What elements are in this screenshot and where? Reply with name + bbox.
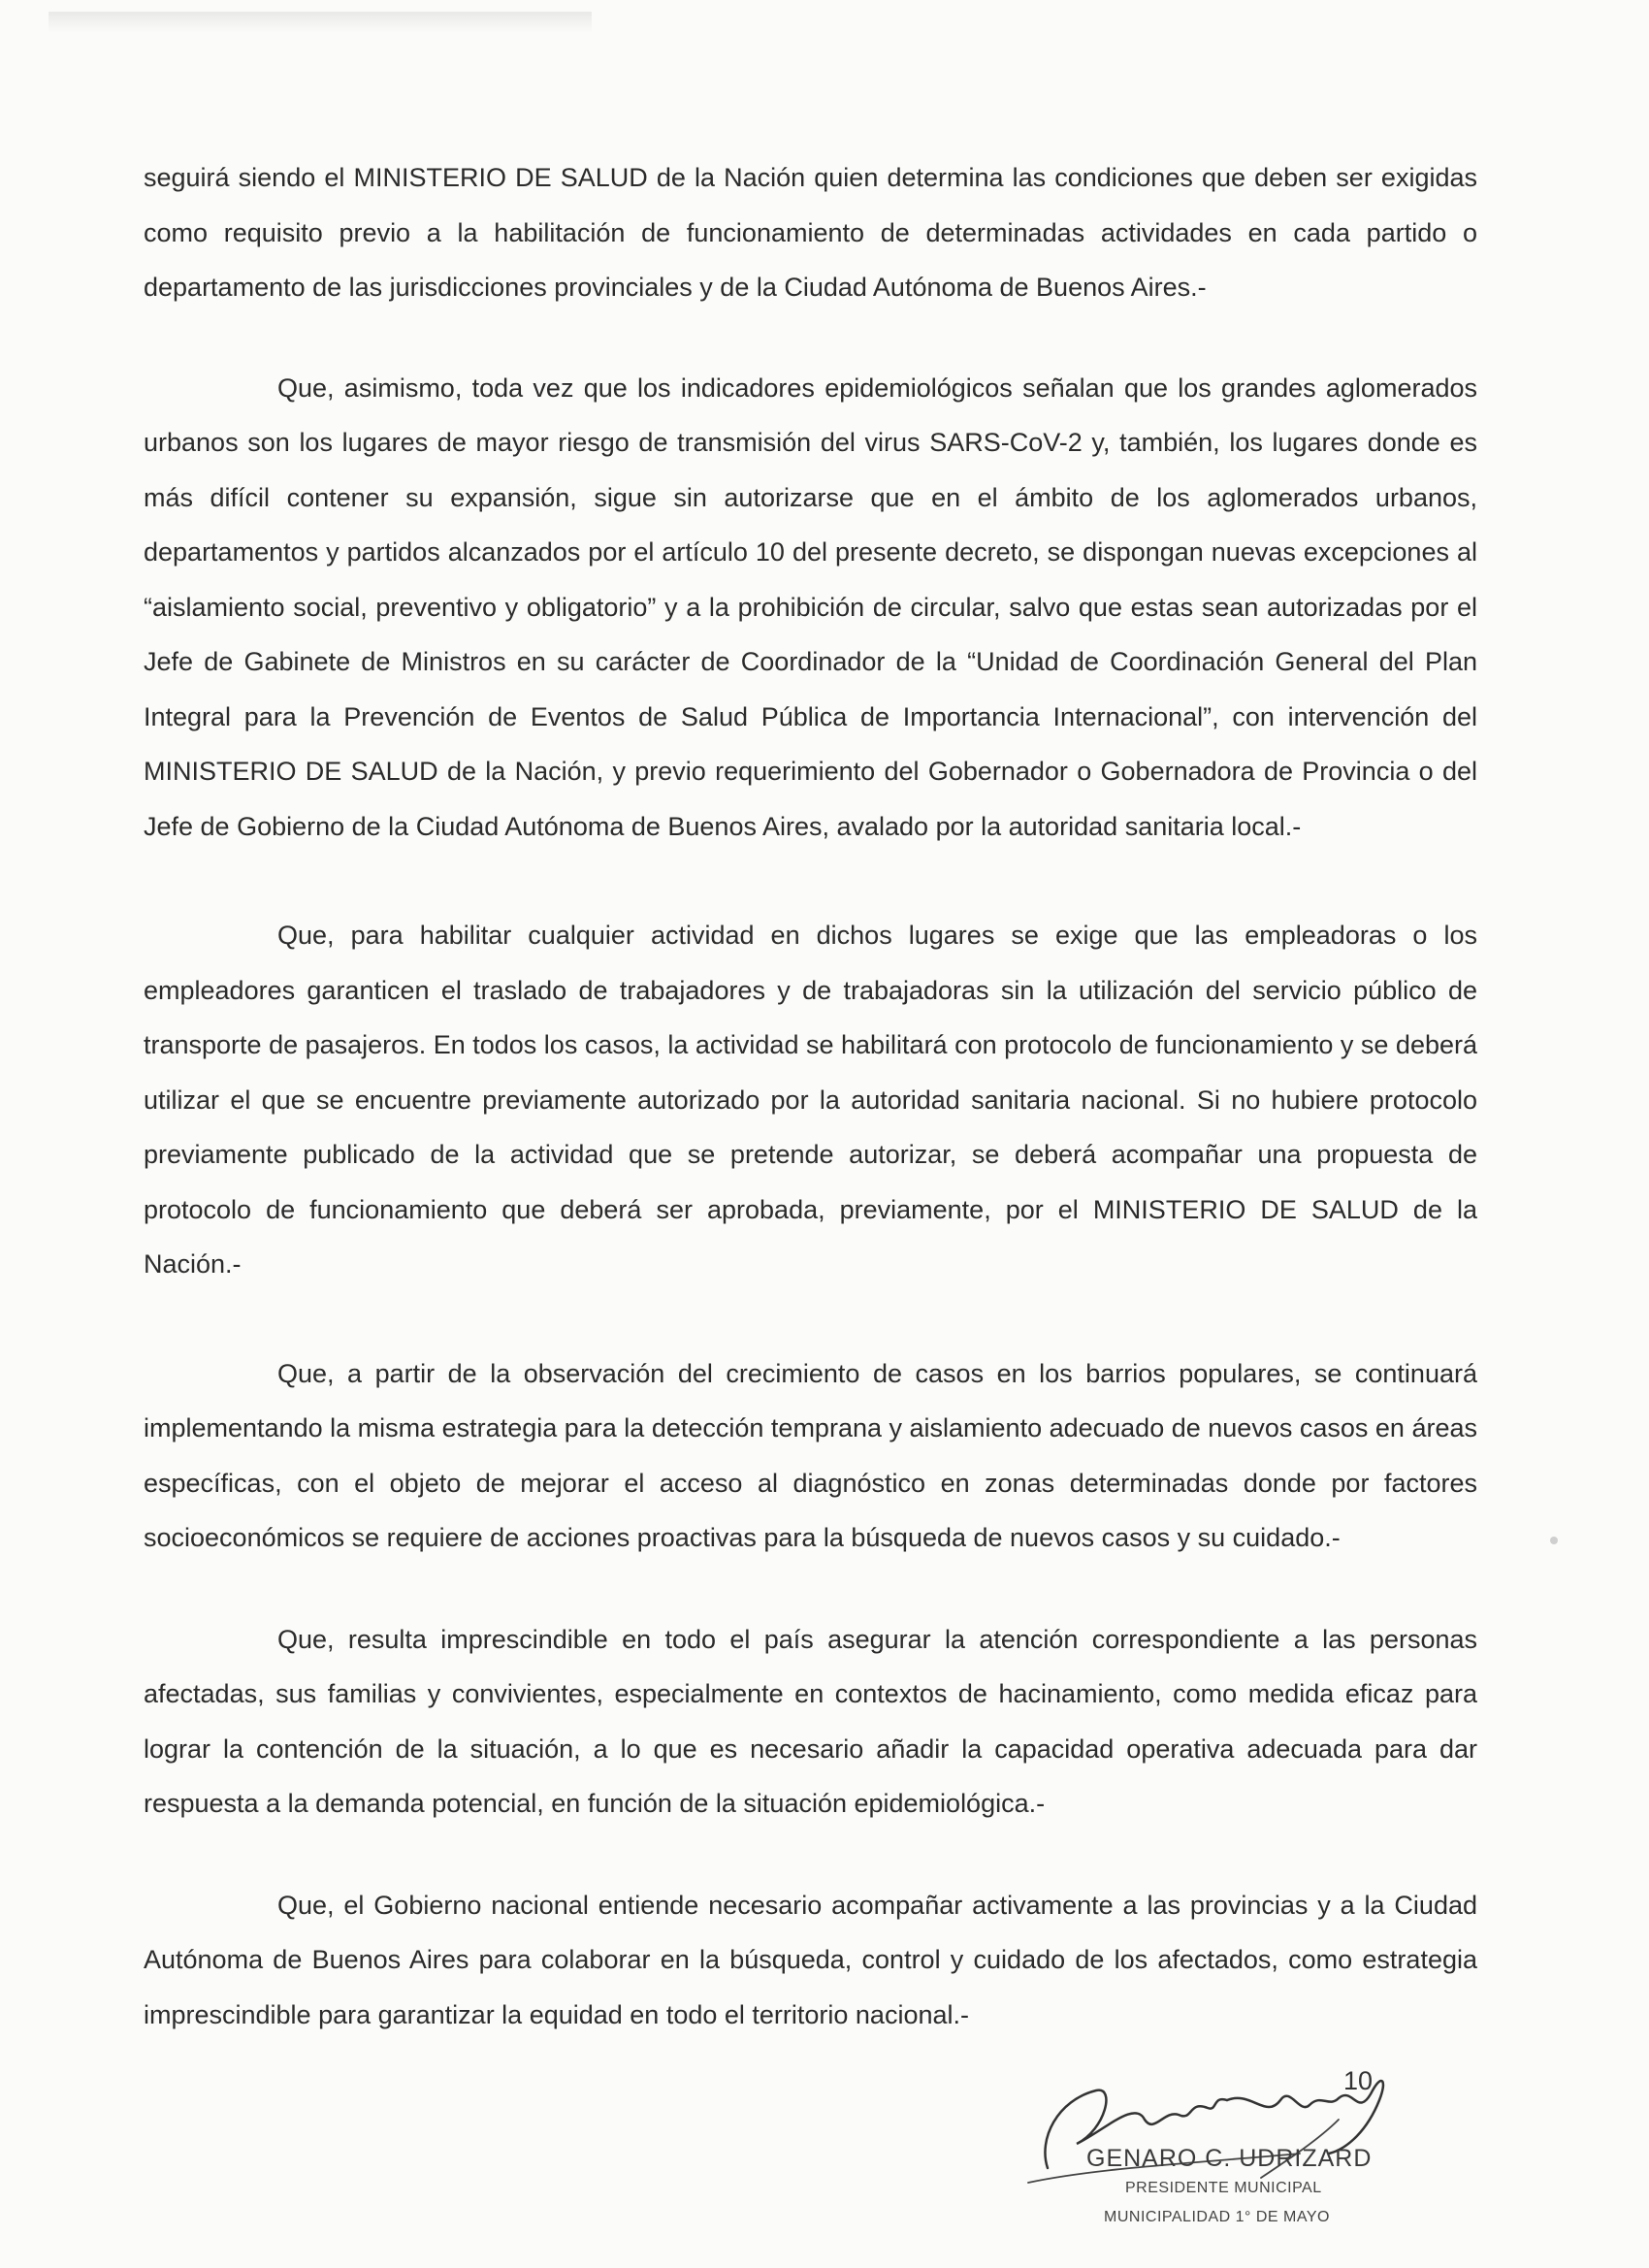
scan-top-edge (48, 12, 592, 33)
paragraph-2: Que, asimismo, toda vez que los indicadores epidemiológicos señalan que los grandes aglomerados urbanos son los lugares de mayor riesgo de transmisión del virus SARS-CoV-2 y, también, los lugares donde es más difícil contener su expansión, sigue sin autorizarse que en el ámbito de los aglomerados urbanos, departamentos y partidos alcanzados por el artículo 10 del presente decreto, se dispongan nuevas excepciones al “aislamiento social, preventivo y obligatorio” y a la prohibición de circular, salvo que estas sean autorizadas por el Jefe de Gabinete de Ministros en su carácter de Coordinador de la “Unidad de Coordinación General del Plan Integral para la Prevención de Eventos de Salud Pública de Importancia Internacional”, con intervención del MINISTERIO DE SALUD de la Nación, y previo requerimiento del Gobernador o Gobernadora de Provincia o del Jefe de Gobierno de la Ciudad Autónoma de Buenos Aires, avalado por la autoridad sanitaria local.- (144, 373, 1477, 841)
paragraph-1: seguirá siendo el MINISTERIO DE SALUD de la Nación quien determina las condiciones que deben ser exigidas como requisito previo a la habilitación de funcionamiento de determinadas actividades en cada partido o departamento de las jurisdicciones provinciales y de la Ciudad Autónoma de Buenos Aires.- (144, 163, 1477, 302)
paragraph-5: Que, resulta imprescindible en todo el país asegurar la atención correspondiente a las personas afectadas, sus familias y convivientes, especialmente en contextos de hacinamiento, como medida eficaz para lograr la contención de la situación, a lo que es necesario añadir la capacidad operativa adecuada para dar respuesta a la demanda potencial, en función de la situación epidemiológica.- (144, 1624, 1477, 1818)
stamp-name: GENARO C. UDRIZARD (1086, 2145, 1373, 2172)
document-body (144, 150, 1477, 2042)
paragraph-6: Que, el Gobierno nacional entiende necesario acompañar activamente a las provincias y a la Ciudad Autónoma de Buenos Aires para colaborar en la búsqueda, control y cuidado de los afectados, como estrategia imprescindible para garantizar la equidad en todo el territorio nacional.- (144, 1890, 1477, 2029)
paragraph-3: Que, para habilitar cualquier actividad en dichos lugares se exige que las empleadoras o los empleadores garanticen el traslado de trabajadores y de trabajadoras sin la utilización del servicio público de transporte de pasajeros. En todos los casos, la actividad se habilitará con protocolo de funcionamiento y se deberá utilizar el que se encuentre previamente autorizado por la autoridad sanitaria nacional. Si no hubiere protocolo previamente publicado de la actividad que se pretende autorizar, se deberá acompañar una propuesta de protocolo de funcionamiento que deberá ser aprobada, previamente, por el MINISTERIO DE SALUD de la Nación.- (144, 921, 1477, 1279)
paragraph-4: Que, a partir de la observación del crecimiento de casos en los barrios populares, se continuará implementando la misma estrategia para la detección temprana y aislamiento adecuado de nuevos casos en áreas específicas, con el objeto de mejorar el acceso al diagnóstico en zonas determinadas donde por factores socioeconómicos se requiere de acciones proactivas para la búsqueda de nuevos casos y su cuidado.- (144, 1358, 1477, 1552)
stamp-organization: MUNICIPALIDAD 1° DE MAYO (1104, 2209, 1330, 2225)
scan-speck (1550, 1537, 1558, 1544)
stamp-role: PRESIDENTE MUNICIPAL (1125, 2180, 1322, 2196)
page-number: 10 (1343, 2066, 1374, 2095)
